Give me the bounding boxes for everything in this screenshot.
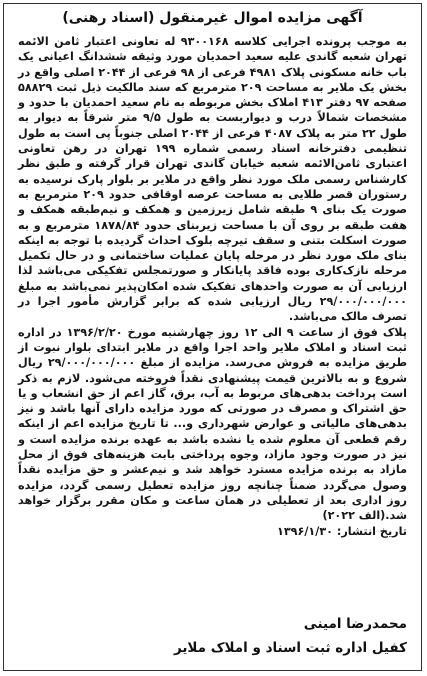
- notice-paragraph-auction: پلاک فوق از ساعت ۹ الی ۱۲ روز چهارشنبه مورخ ۱۳۹۶/۲/۲۰ در اداره ثبت اسناد و املاک ملایر واحد اجرا واقع در ملایر ابتدای بلوار نبوت از طریق مزایده به فروش می‌رسد. مزایده از مبلغ ۲۹/۰۰۰/۰۰۰/۰۰۰ ریال شروع و به بالاترین قیمت پیشنهادی نقداً فروخته می‌شود. لازم به ذکر است پرداخت بدهی‌های مربوط به آب، برق، گاز اعم از حق انشعاب و یا حق اشتراک و مصرف در صورتی که مورد مزایده دارای آنها باشد و نیز بدهی‌های مالیاتی و عوارض شهرداری و... تا تاریخ مزایده اعم از اینکه رقم قطعی آن معلوم شده یا نشده باشد به عهده برنده مزایده است و نیز در صورت وجود مازاد، وجوه پرداختی بابت هزینه‌های فوق از محل مازاد به برنده مزایده مسترد خواهد شد و نیم‌عشر و حق مزایده نقداً وصول می‌گردد ضمناً چنانچه روز مزایده تعطیل رسمی گردد، مزایده روز اداری بعد از تعطیلی در همان ساعت و مکان مقرر برگزار خواهد شد.(الف ۲۰۲۲): [18, 325, 407, 523]
- publication-date: تاریخ انتشار: ۱۳۹۶/۱/۳۰: [277, 524, 407, 538]
- notice-title: آگهی مزایده اموال غیرمنقول (اسناد رهنی): [62, 10, 363, 26]
- signer-title: کفیل اداره ثبت اسناد و املاک ملایر: [173, 640, 407, 656]
- signer-name: محمدرضا امینی: [303, 616, 407, 632]
- notice-paragraph-main: به موجب پرونده اجرایی کلاسه ۹۳۰۰۱۶۸ له تعاونی اعتبار ثامن الائمه تهران شعبه گاندی علیه سعید احمدیان مورد وثیقه ششدانگ اعیانی یک باب خانه مسکونی پلاک ۴۹۸۱ فرعی از ۹۸ فرعی از ۲۰۴۴ اصلی واقع در بخش یک ملایر به مساحت ۲۰۹ مترمربع که سند مالکیت ذیل ثبت ۵۸۸۲۹ صفحه ۹۷ دفتر ۴۱۳ املاک بخش مربوطه به نام سعید احمدیان با حدود و مشخصات شمالاً درب و دیواربست به طول ۹/۵ متر شرقاً به دیوار به طول ۲۲ متر به پلاک ۴۰۸۷ فرعی از ۲۰۴۴ اصلی جنوباً پی است به طول تنظیمی دفترخانه اسناد رسمی شماره ۱۹۹ تهران در رهن تعاونی اعتباری ثامن‌الائمه شعبه خیابان گاندی تهران قرار گرفته و طبق نظر کارشناس رسمی ملک مورد نظر واقع در ملایر بر بلوار پارک نرسیده به رستوران قصر طلایی به مساحت عرصه اوقافی حدود ۲۰۹ مترمربع به صورت یک بنای ۹ طبقه شامل زیرزمین و همکف و نیم‌طبقه همکف و هفت طبقه بر روی آن با مساحت زیربنای حدود ۱۸۷۸/۸۴ مترمربع و به صورت اسکلت بتنی و سقف تیرچه بلوک احداث گردیده با توجه به اینکه بنای ملک مورد نظر در مرحله پایان عملیات ساختمانی و در حال تکمیل مرحله نازک‌کاری بوده فاقد پایانکار و صورتمجلس تفکیکی می‌باشد لذا ارزیابی آن به صورت واحدهای تفکیک شده امکان‌پذیر نمی‌باشد به مبلغ ۲۹/۰۰۰/۰۰۰/۰۰۰ ریال ارزیابی شده که برابر گزارش مأمور اجرا در تصرف مالک می‌باشد.: [18, 35, 408, 324]
- notice-frame: [3, 3, 422, 671]
- notice-body: [18, 34, 407, 539]
